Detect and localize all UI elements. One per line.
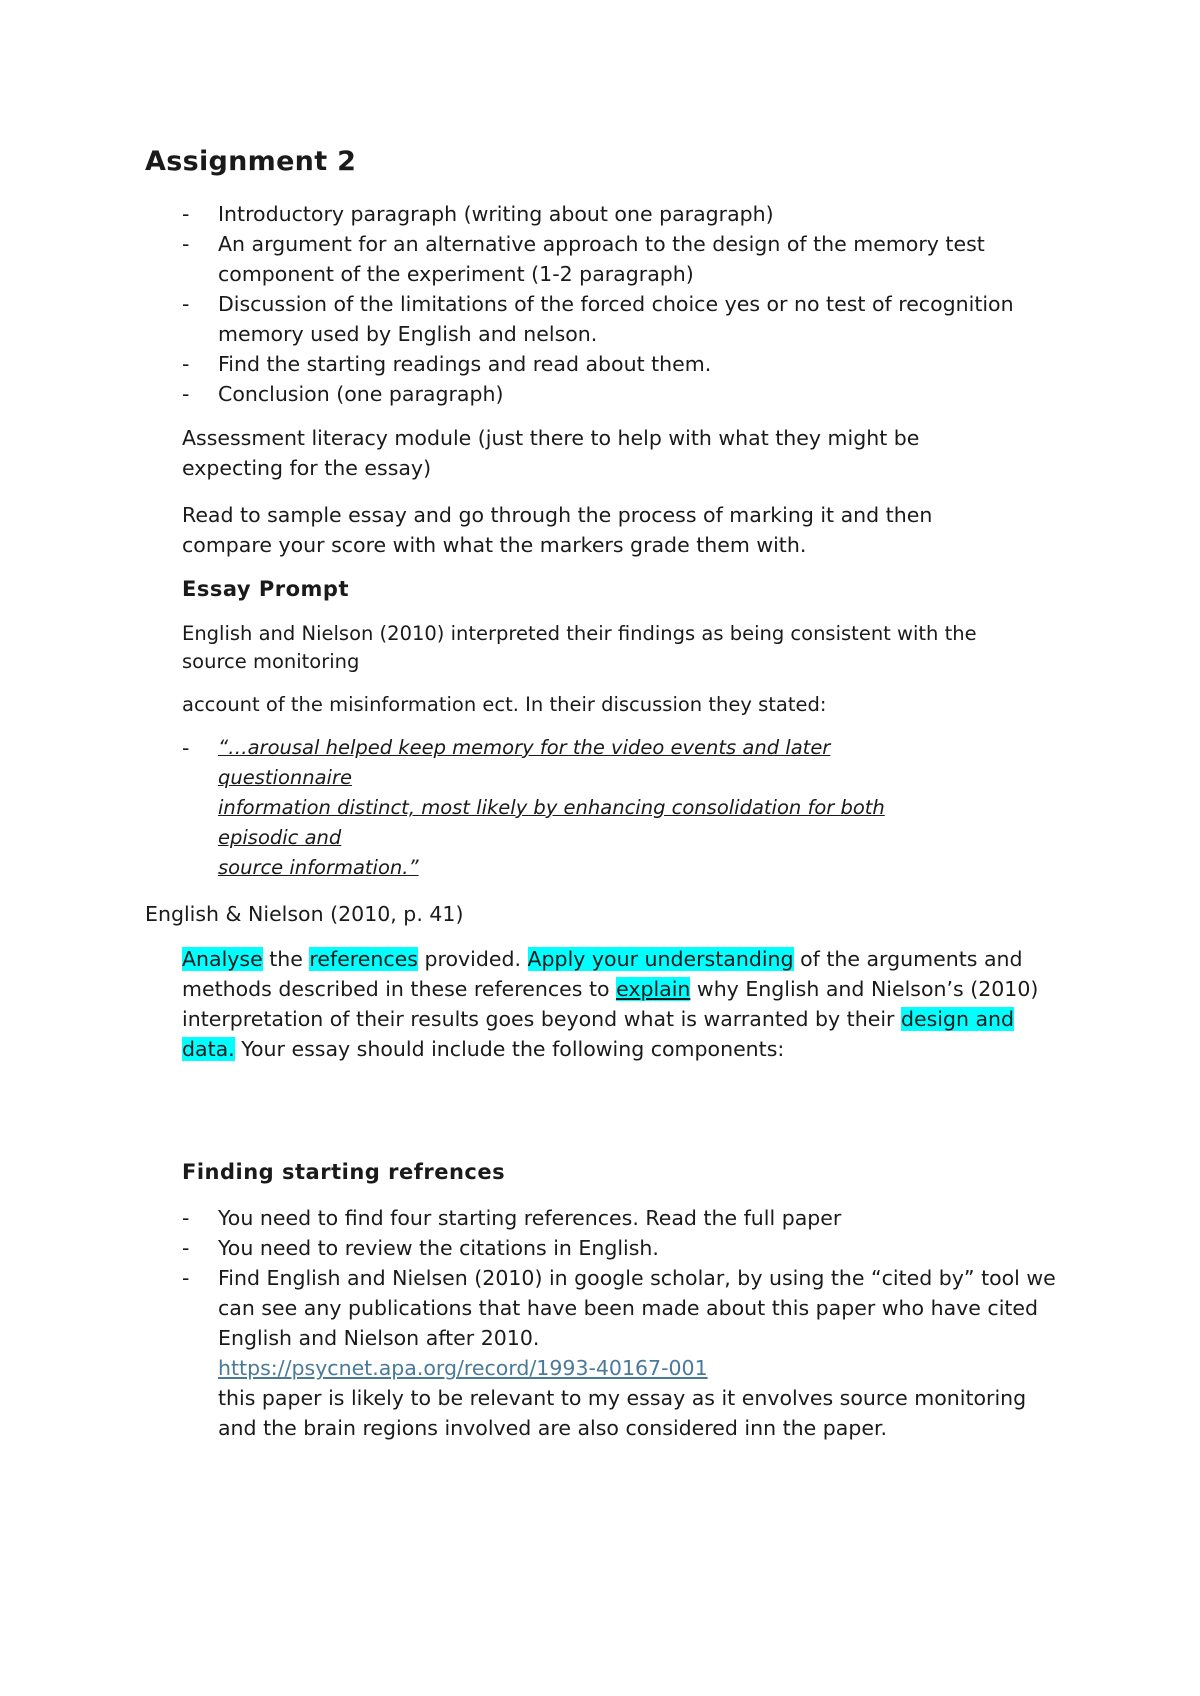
list-item: - You need to review the citations in English. <box>182 1236 659 1260</box>
literacy-note: Assessment literacy module (just there to help with what they might be expecting for the essay) <box>182 426 920 480</box>
list-item: - Conclusion (one paragraph) <box>182 382 504 406</box>
prompt-line-1: English and Nielson (2010) interpreted their findings as being consistent with the source monitoring <box>182 622 977 673</box>
outline-list <box>182 199 1062 409</box>
highlight-design-data: design and data. <box>182 1007 1015 1061</box>
list-item: - Discussion of the limitations of the forced choice yes or no test of recognition memory used by English and nelson. <box>182 292 1014 346</box>
document-title: Assignment 2 <box>145 146 357 177</box>
finding-heading: Finding starting refrences <box>182 1160 506 1184</box>
list-item: - You need to find four starting references. Read the full paper <box>182 1206 842 1230</box>
quote-line: episodic and <box>218 826 342 849</box>
psycnet-link[interactable]: https://psycnet.apa.org/record/1993-40167-001 <box>218 1356 708 1380</box>
list-item: - Introductory paragraph (writing about one paragraph) <box>182 202 774 226</box>
prompt-line-2: account of the misinformation ect. In their discussion they stated: <box>182 693 827 716</box>
quote-list <box>182 733 1062 883</box>
quote-item: - “…arousal helped keep memory for the video events and later questionnaire information distinct, most likely by enhancing consolidation for both episodic and source information.” <box>182 733 1062 883</box>
list-item: - An argument for an alternative approach to the design of the memory test component of the experiment (1-2 paragraph) <box>182 232 985 286</box>
quote-line: questionnaire <box>218 766 352 789</box>
highlight-apply-understanding: Apply your understanding <box>527 947 794 971</box>
highlight-analyse: Analyse <box>182 947 263 971</box>
task-paragraph: Analyse the references provided. Apply your understanding of the arguments and methods described in these references to explain why English and Nielson’s (2010) interpretation of their results goes beyond what is warranted by their design and data. Your essay should include the following components: <box>182 947 1039 1061</box>
sample-note: Read to sample essay and go through the process of marking it and then compare your score with what the markers grade them with. <box>182 503 933 557</box>
quote-citation: English & Nielson (2010, p. 41) <box>145 902 464 926</box>
finding-list <box>182 1203 1062 1443</box>
essay-prompt-heading: Essay Prompt <box>182 577 349 601</box>
quote-line: “…arousal helped keep memory for the video events and later <box>218 736 831 759</box>
list-item: - Find the starting readings and read about them. <box>182 352 712 376</box>
quote-line: source information.” <box>218 856 419 879</box>
highlight-references: references <box>309 947 418 971</box>
highlight-explain: explain <box>616 977 691 1001</box>
quote-line: information distinct, most likely by enhancing consolidation for both <box>218 796 885 819</box>
list-item: - Find English and Nielsen (2010) in google scholar, by using the “cited by” tool we can see any publications that have been made about this paper who have cited English and Nielson after 2010. https://psycnet.apa.org/record/1993-40167-001 this paper is likely to be relevant to my essay as it envolves source monitoring and the brain regions involved are also considered inn the paper. <box>182 1266 1056 1440</box>
